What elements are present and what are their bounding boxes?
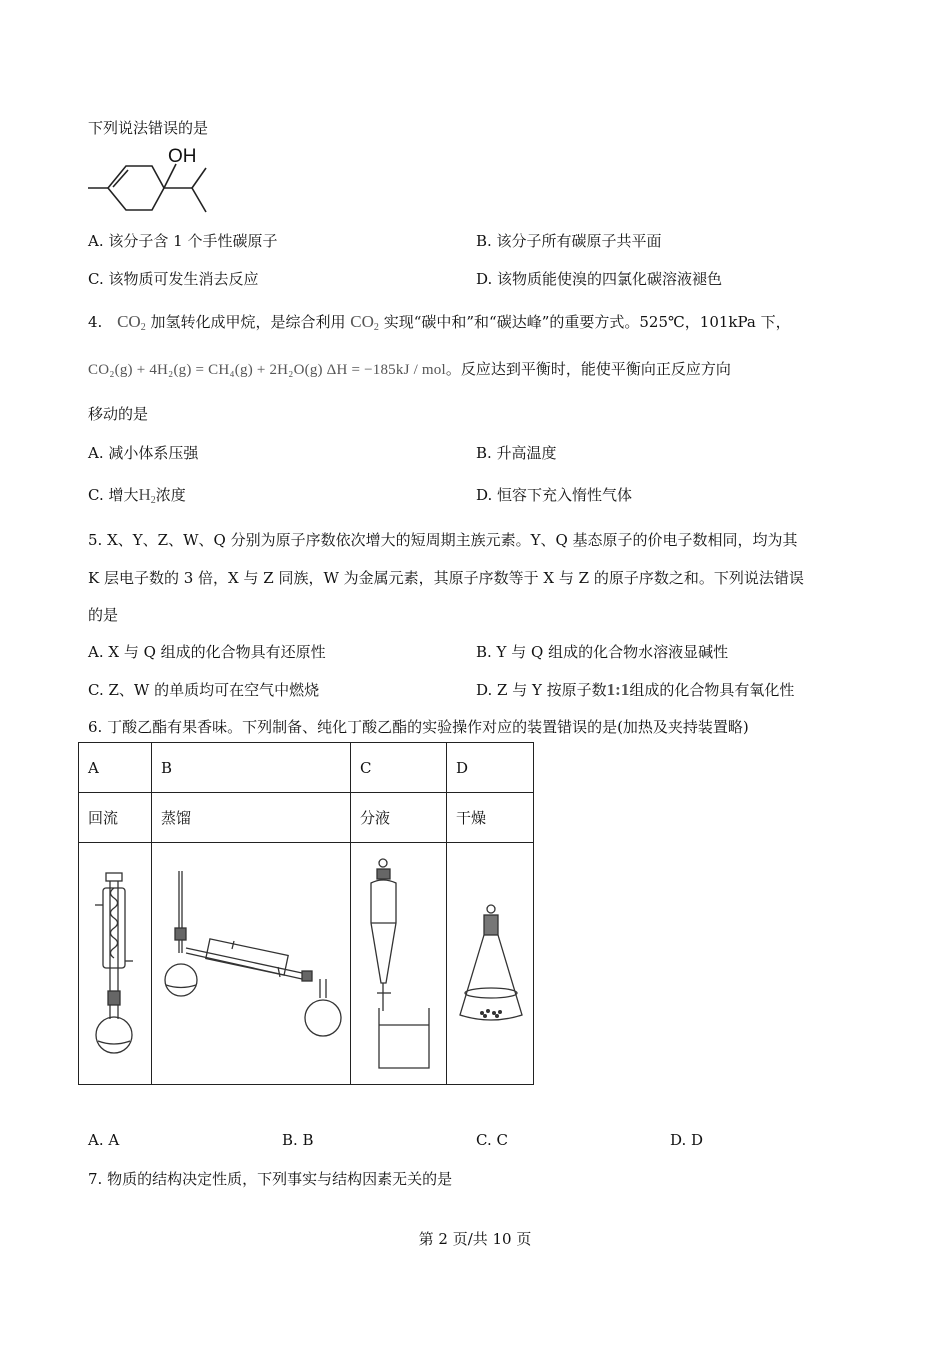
question-3-stem: 下列说法错误的是: [88, 119, 209, 137]
q4-text-2: 实现“碳中和”和“碳达峰”的重要方式。525℃，101kPa 下，: [383, 313, 791, 331]
q4-option-c: C. 增大$H_2$浓度: [88, 485, 186, 506]
q4-option-a: A. 减小体系压强: [88, 444, 199, 462]
q6-answer-b: B. B: [282, 1131, 314, 1149]
hydroxyl-label: OH: [168, 146, 197, 167]
op-distillation: 蒸馏: [152, 793, 351, 843]
q6-answer-c: C. C: [476, 1131, 508, 1149]
q5-option-c: C. Z、W 的单质均可在空气中燃烧: [88, 681, 320, 699]
col-letter-d: D: [447, 743, 534, 793]
reflux-condenser-image: [79, 843, 151, 1080]
co2-formula: $CO_2$: [117, 312, 146, 333]
question-5-line1: 5. X、Y、Z、W、Q 分别为原子序数依次增大的短周期主族元素。Y、Q 基态原子的价电子数相同，均为其: [88, 531, 798, 549]
question-4-line2: [88, 358, 731, 379]
q5-option-a: A. X 与 Q 组成的化合物具有还原性: [88, 643, 326, 661]
q4-number: 4.: [88, 313, 103, 331]
conical-flask-image: [447, 843, 533, 1080]
question-4-line1: [88, 311, 791, 333]
op-separation: 分液: [351, 793, 447, 843]
question-7-stem: 7. 物质的结构决定性质，下列事实与结构因素无关的是: [88, 1170, 453, 1188]
separatory-funnel-image: [351, 843, 446, 1080]
col-letter-b: B: [152, 743, 351, 793]
co2-formula-2: $CO_2$: [350, 312, 379, 333]
q3-option-b: B. 该分子所有碳原子共平面: [476, 232, 662, 250]
q4-option-d: D. 恒容下充入惰性气体: [476, 486, 633, 504]
q5-option-d: D. Z 与 Y 按原子数1:1组成的化合物具有氧化性: [476, 680, 795, 699]
q6-answer-a: A. A: [88, 1131, 120, 1149]
col-letter-a: A: [79, 743, 152, 793]
h2-formula: $H_2$: [138, 485, 156, 506]
page-footer: 第 2 页/共 10 页: [418, 1230, 532, 1248]
question-5-line3: 的是: [88, 606, 119, 624]
q4-text-3: 。反应达到平衡时，能使平衡向正反应方向: [445, 360, 731, 378]
reflux-apparatus-cell: [79, 843, 152, 1085]
q6-answer-d: D. D: [670, 1131, 704, 1149]
q3-option-a: A. 该分子含 1 个手性碳原子: [88, 232, 278, 250]
q4-option-b: B. 升高温度: [476, 444, 557, 462]
question-5-line2: K 层电子数的 3 倍，X 与 Z 同族，W 为金属元素，其原子序数等于 X 与 Z 的原子序数之和。下列说法错误: [88, 569, 804, 587]
op-drying: 干燥: [447, 793, 534, 843]
op-reflux: 回流: [79, 793, 152, 843]
distillation-setup-image: [152, 843, 350, 1080]
q4-text-1: 加氢转化成甲烷，是综合利用: [150, 313, 346, 331]
reaction-equation: CO₂(g) + 4H₂(g) = CH₄(g) + 2H₂O(g) ΔH = −185kJ / mol: [88, 362, 446, 378]
separatory-funnel-cell: [351, 843, 447, 1085]
q3-option-d: D. 该物质能使溴的四氯化碳溶液褪色: [476, 270, 723, 288]
col-letter-c: C: [351, 743, 447, 793]
terpineol-structure: [86, 142, 226, 220]
question-6-stem: 6. 丁酸乙酯有果香味。下列制备、纯化丁酸乙酯的实验操作对应的装置错误的是(加热及夹持装置略): [88, 718, 749, 736]
distillation-apparatus-cell: [152, 843, 351, 1085]
q5-option-b: B. Y 与 Q 组成的化合物水溶液显碱性: [476, 643, 729, 661]
drying-flask-cell: [447, 843, 534, 1085]
q3-option-c: C. 该物质可发生消去反应: [88, 270, 259, 288]
ratio-text: 1:1: [606, 680, 630, 699]
apparatus-table: [78, 742, 534, 1085]
question-4-line3: 移动的是: [88, 405, 149, 423]
